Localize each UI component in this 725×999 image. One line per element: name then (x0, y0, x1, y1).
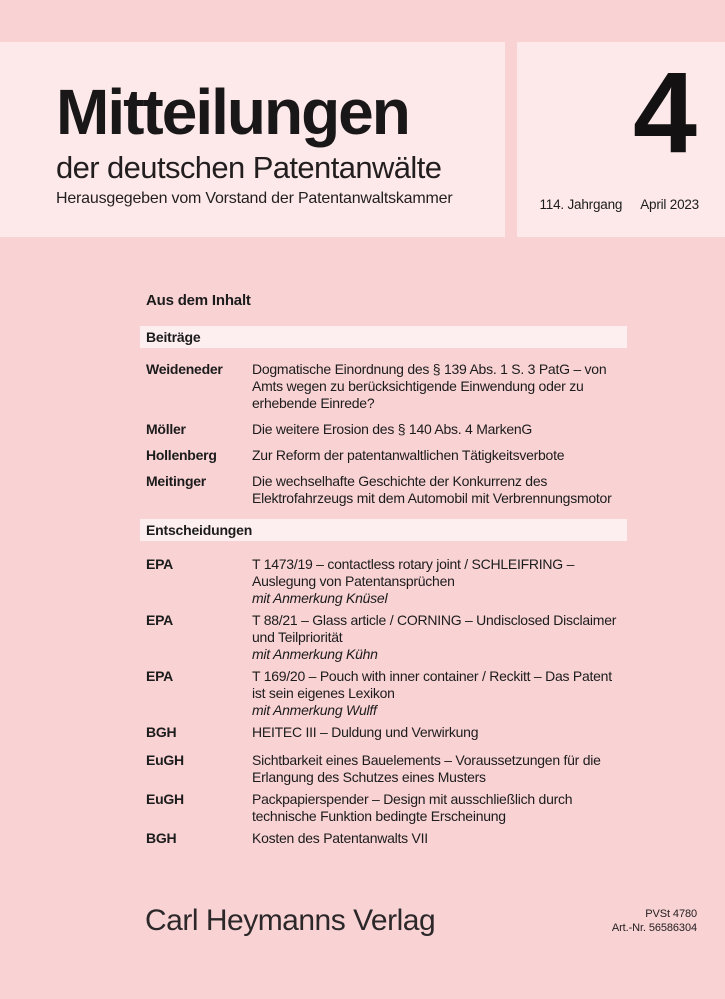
entry-author: EuGH (146, 752, 184, 768)
entry-author: Möller (146, 421, 186, 437)
issue-date: April 2023 (640, 197, 699, 212)
toc-entry (140, 612, 627, 663)
entry-title: Packpapierspender – Design mit ausschließlich durch technische Funktion bedingte Erscheinung (252, 791, 573, 824)
entry-title: Die wechselhafte Geschichte der Konkurrenz des Elektrofahrzeugs mit dem Automobil mit Verbrennungsmotor (252, 473, 612, 506)
entry-author: Meitinger (146, 473, 206, 489)
toc-entry (140, 830, 627, 847)
entry-title-block (252, 668, 627, 719)
toc-entry (140, 724, 627, 741)
journal-tagline: Herausgegeben vom Vorstand der Patentanwaltskammer (56, 190, 453, 208)
journal-subtitle: der deutschen Patentanwälte (56, 150, 442, 185)
issue-meta (539, 197, 699, 212)
entry-author: BGH (146, 724, 177, 740)
entry-title-block (252, 556, 627, 607)
section-header-beitraege: Beiträge (140, 326, 627, 348)
entry-title: T 1473/19 – contactless rotary joint / SCHLEIFRING – Auslegung von Patentansprüchen (252, 556, 575, 589)
table-of-contents (140, 292, 627, 852)
entry-title: Die weitere Erosion des § 140 Abs. 4 MarkenG (252, 421, 533, 437)
issue-panel (517, 42, 725, 237)
entry-note: mit Anmerkung Kühn (252, 646, 378, 662)
entry-author: EPA (146, 612, 173, 628)
journal-title: Mitteilungen (56, 76, 409, 148)
section-beitraege (140, 361, 627, 507)
issue-number: 4 (633, 49, 695, 177)
entry-title: Dogmatische Einordnung des § 139 Abs. 1 S. 3 PatG – von Amts wegen zu berücksichtigende Einwendung oder zu erhebende Einrede? (252, 361, 607, 411)
entry-title-block (252, 612, 627, 663)
section-entscheidungen (140, 556, 627, 847)
publisher-name: Carl Heymanns Verlag (145, 904, 436, 937)
volume-label: 114. Jahrgang (539, 197, 623, 212)
entry-title: HEITEC III – Duldung und Verwirkung (252, 724, 479, 740)
entry-note: mit Anmerkung Wulff (252, 702, 377, 718)
toc-heading: Aus dem Inhalt (146, 292, 251, 309)
section-header-entscheidungen: Entscheidungen (140, 519, 627, 541)
toc-entry (140, 473, 627, 507)
toc-entry (140, 447, 627, 464)
entry-title: T 88/21 – Glass article / CORNING – Undisclosed Disclaimer und Teilpriorität (252, 612, 617, 645)
entry-title: T 169/20 – Pouch with inner container / Reckitt – Das Patent ist sein eigenes Lexikon (252, 668, 612, 701)
entry-title: Kosten des Patentanwalts VII (252, 830, 428, 846)
entry-author: EPA (146, 556, 173, 572)
toc-entry (140, 752, 627, 786)
toc-entry (140, 361, 627, 412)
article-number: Art.-Nr. 56586304 (611, 921, 697, 934)
entry-author: EPA (146, 668, 173, 684)
toc-entry (140, 791, 627, 825)
entry-note: mit Anmerkung Knüsel (252, 590, 388, 606)
toc-entry (140, 668, 627, 719)
toc-entry (140, 421, 627, 438)
entry-author: BGH (146, 830, 177, 846)
entry-author: Hollenberg (146, 447, 217, 463)
postal-id: PVSt 4780 (645, 908, 697, 920)
masthead-panel (0, 42, 505, 237)
print-meta (612, 908, 697, 935)
entry-title: Zur Reform der patentanwaltlichen Tätigkeitsverbote (252, 447, 565, 463)
toc-entry (140, 556, 627, 607)
entry-author: EuGH (146, 791, 184, 807)
entry-title: Sichtbarkeit eines Bauelements – Voraussetzungen für die Erlangung des Schutzes eines Musters (252, 752, 601, 785)
entry-author: Weideneder (146, 361, 223, 377)
